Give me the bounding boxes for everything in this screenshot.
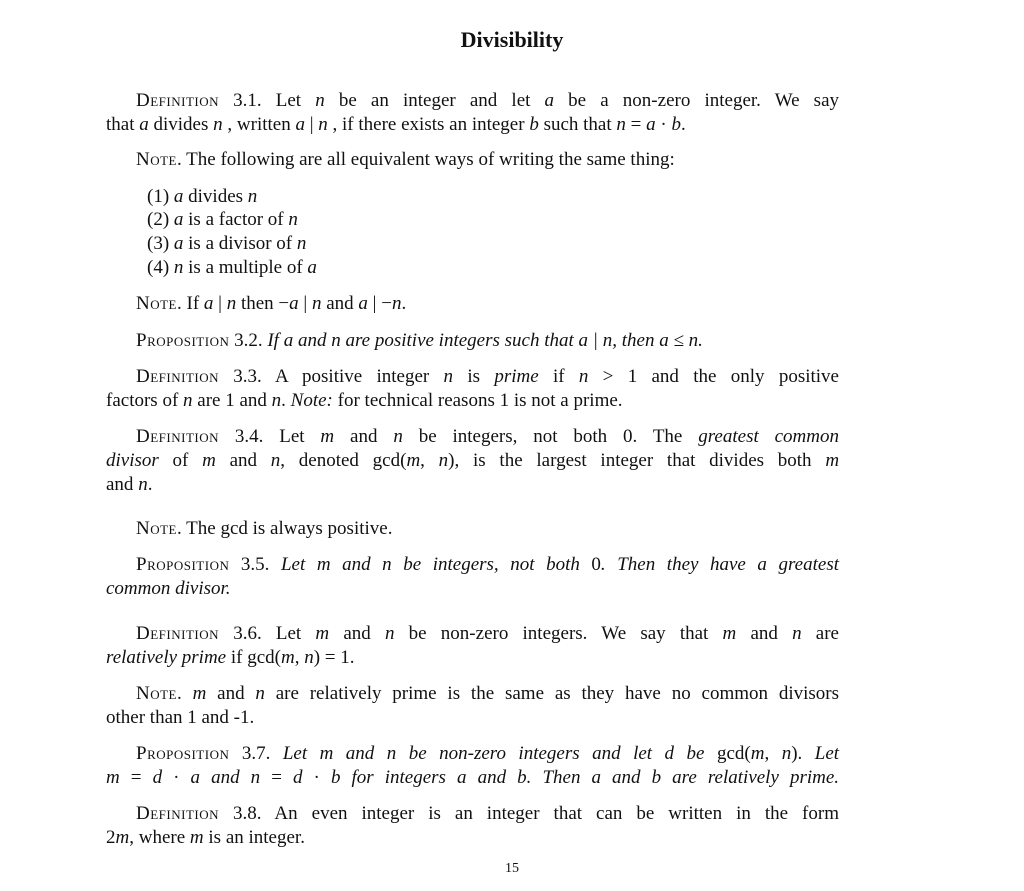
text-segment: , written — [222, 114, 296, 135]
text-line — [136, 292, 406, 316]
text-segment: . If — [177, 293, 204, 314]
text-segment: 3.7. — [229, 743, 283, 764]
text-segment: | — [304, 114, 319, 135]
math-or-emphasis: n — [138, 474, 148, 495]
text-segment: and — [106, 474, 139, 495]
text-line — [147, 208, 298, 232]
math-or-emphasis: m — [281, 647, 295, 668]
section-label: Definition — [136, 803, 219, 824]
math-or-emphasis: n — [183, 390, 193, 411]
text-line — [136, 553, 839, 577]
text-line — [136, 89, 839, 113]
math-or-emphasis: m — [406, 450, 421, 471]
section-label: Proposition — [136, 743, 230, 764]
text-segment: (4) — [147, 257, 174, 278]
math-or-emphasis: and n — [200, 767, 261, 788]
text-segment: | — [213, 293, 227, 314]
math-or-emphasis: m — [722, 623, 737, 644]
text-segment: 3.5. — [229, 554, 281, 575]
text-segment: be a non-zero integer. We say — [554, 90, 839, 111]
math-or-emphasis: n — [247, 186, 258, 207]
math-or-emphasis: n — [393, 426, 403, 447]
text-line — [136, 517, 392, 541]
text-segment: , where — [129, 827, 190, 848]
math-or-emphasis: b — [529, 114, 539, 135]
text-segment: and — [215, 450, 271, 471]
math-or-emphasis: n — [213, 114, 223, 135]
text-segment: = — [119, 767, 153, 788]
math-or-emphasis: n — [173, 257, 184, 278]
text-line — [106, 389, 623, 413]
section-label: Proposition — [136, 554, 230, 575]
text-segment: . — [177, 683, 193, 704]
text-segment: is — [453, 366, 495, 387]
text-segment: = — [625, 114, 647, 135]
text-line — [106, 706, 254, 730]
math-or-emphasis: a — [544, 90, 555, 111]
math-or-emphasis: divisor — [106, 450, 159, 471]
section-label: Note — [136, 293, 177, 314]
math-or-emphasis: m — [825, 450, 840, 471]
math-or-emphasis: for integers a and b. Then a and b are relatively prime. — [340, 767, 840, 788]
text-segment: · — [655, 114, 672, 135]
text-line — [136, 329, 703, 353]
section-label: Note — [136, 518, 177, 539]
math-or-emphasis: n — [578, 366, 589, 387]
text-segment: 3.1. Let — [219, 90, 316, 111]
text-segment: | − — [367, 293, 392, 314]
text-segment: , if there exists an integer — [327, 114, 530, 135]
math-or-emphasis: prime — [494, 366, 539, 387]
math-or-emphasis: b — [671, 114, 681, 135]
text-segment: . — [281, 390, 291, 411]
math-or-emphasis: m — [192, 683, 207, 704]
math-or-emphasis: n — [384, 623, 395, 644]
text-segment: > 1 and the only positive — [588, 366, 839, 387]
text-segment: , — [420, 450, 439, 471]
math-or-emphasis: Then they have a greatest — [617, 554, 839, 575]
text-segment: factors of — [106, 390, 184, 411]
text-segment: , denoted gcd( — [280, 450, 407, 471]
section-label: Note — [136, 683, 177, 704]
text-segment: and — [334, 426, 394, 447]
text-segment: | — [298, 293, 312, 314]
text-segment: be an integer and let — [324, 90, 545, 111]
text-segment: 2 — [106, 827, 116, 848]
text-segment: . The gcd is always positive. — [177, 518, 393, 539]
text-line — [106, 646, 355, 670]
text-line — [136, 742, 839, 766]
text-segment: and — [206, 683, 256, 704]
text-line — [106, 449, 839, 473]
text-segment: (1) — [147, 186, 174, 207]
text-segment: ). — [791, 743, 815, 764]
math-or-emphasis: n — [616, 114, 626, 135]
text-segment: 0 — [591, 554, 601, 575]
section-label: Definition — [136, 623, 219, 644]
math-or-emphasis: a — [295, 114, 305, 135]
math-or-emphasis: n — [226, 293, 237, 314]
section-label: Definition — [136, 90, 219, 111]
math-or-emphasis: a — [358, 293, 368, 314]
text-line — [136, 682, 839, 706]
text-segment: 3.3. A positive integer — [219, 366, 444, 387]
section-label: Definition — [136, 366, 219, 387]
text-segment: (3) — [147, 233, 174, 254]
text-segment: is a multiple of — [183, 257, 308, 278]
math-or-emphasis: b — [330, 767, 341, 788]
math-or-emphasis: m — [320, 426, 335, 447]
math-or-emphasis: n — [318, 114, 328, 135]
text-segment: be non-zero integers. We say that — [394, 623, 723, 644]
text-segment: gcd( — [716, 743, 751, 764]
text-segment: is an integer. — [203, 827, 305, 848]
text-segment: 3.8. An even integer is an integer that can be written in the form — [219, 803, 839, 824]
math-or-emphasis: a — [173, 233, 184, 254]
math-or-emphasis: Note: — [290, 390, 333, 411]
math-or-emphasis: . — [600, 554, 618, 575]
section-label: Note — [136, 149, 177, 170]
math-or-emphasis: n — [296, 233, 307, 254]
math-or-emphasis: m — [202, 450, 216, 471]
text-line — [106, 766, 839, 790]
text-line — [136, 148, 675, 172]
text-segment: other than 1 and -1. — [106, 707, 255, 728]
text-segment: is a factor of — [183, 209, 289, 230]
text-line — [106, 826, 305, 850]
text-segment: ), is the largest integer that divides both — [448, 450, 826, 471]
section-label: Proposition — [136, 330, 230, 351]
math-or-emphasis: a — [190, 767, 201, 788]
math-or-emphasis: Let m and n be integers, not both — [280, 554, 592, 575]
text-line — [147, 185, 257, 209]
text-segment: . — [680, 114, 686, 135]
section-label: Definition — [136, 426, 219, 447]
text-line — [106, 113, 686, 137]
text-segment: such that — [538, 114, 617, 135]
text-segment: if gcd( — [226, 647, 281, 668]
text-segment: that — [106, 114, 140, 135]
page-number: 15 — [505, 861, 519, 876]
math-or-emphasis: n — [792, 623, 802, 644]
math-or-emphasis: m — [115, 827, 130, 848]
math-or-emphasis: m — [315, 623, 330, 644]
text-segment: then − — [236, 293, 290, 314]
text-segment: · — [162, 767, 191, 788]
text-segment: divides — [183, 186, 248, 207]
math-or-emphasis: n — [438, 450, 449, 471]
math-or-emphasis: n — [304, 647, 314, 668]
text-segment: for technical reasons 1 is not a prime. — [332, 390, 623, 411]
math-or-emphasis: Let m and n be non-zero integers and let d be — [282, 743, 717, 764]
text-segment: if — [538, 366, 579, 387]
text-segment: is a divisor of — [183, 233, 297, 254]
math-or-emphasis: n — [443, 366, 454, 387]
text-segment: are — [801, 623, 839, 644]
math-or-emphasis: n — [781, 743, 792, 764]
text-segment: divides — [148, 114, 214, 135]
text-line — [106, 577, 231, 601]
math-or-emphasis: n — [311, 293, 322, 314]
text-segment: of — [158, 450, 203, 471]
math-or-emphasis: a — [289, 293, 299, 314]
text-segment: 3.4. Let — [219, 426, 321, 447]
math-or-emphasis: m — [106, 767, 120, 788]
text-segment: = — [260, 767, 293, 788]
text-line — [147, 256, 317, 280]
math-or-emphasis: d — [293, 767, 303, 788]
math-or-emphasis: a — [203, 293, 214, 314]
page-title: Divisibility — [460, 27, 564, 52]
text-line — [136, 802, 839, 826]
text-segment: , — [764, 743, 782, 764]
math-or-emphasis: n — [288, 209, 298, 230]
text-line — [136, 425, 839, 449]
text-segment: 3.6. Let — [219, 623, 316, 644]
text-line — [136, 365, 839, 389]
text-segment: . — [147, 474, 153, 495]
math-or-emphasis: n — [391, 293, 402, 314]
math-or-emphasis: m — [750, 743, 765, 764]
math-or-emphasis: n — [315, 90, 325, 111]
text-segment: 3.2. — [229, 330, 268, 351]
text-segment: and — [329, 623, 385, 644]
text-segment: are 1 and — [192, 390, 272, 411]
text-segment: and — [736, 623, 793, 644]
text-line — [147, 232, 306, 256]
text-line — [136, 622, 839, 646]
math-or-emphasis: greatest common — [698, 426, 839, 447]
math-or-emphasis: n — [255, 683, 265, 704]
math-or-emphasis: n — [270, 450, 281, 471]
math-or-emphasis: d — [152, 767, 163, 788]
text-segment: are relatively prime is the same as they have no common divisors — [264, 683, 839, 704]
math-or-emphasis: a — [646, 114, 656, 135]
text-segment: . — [401, 293, 407, 314]
math-or-emphasis: common divisor. — [106, 578, 231, 599]
text-segment: . The following are all equivalent ways of writing the same thing: — [177, 149, 675, 170]
math-or-emphasis: a — [139, 114, 149, 135]
math-or-emphasis: n — [271, 390, 282, 411]
math-or-emphasis: a — [173, 209, 184, 230]
math-or-emphasis: a — [173, 186, 184, 207]
math-or-emphasis: If a and n are positive integers such that a | n, then a ≤ n. — [267, 330, 703, 351]
text-line — [106, 473, 152, 497]
text-segment: ) = 1. — [313, 647, 355, 668]
text-segment: and — [321, 293, 359, 314]
text-segment: (2) — [147, 209, 174, 230]
math-or-emphasis: a — [307, 257, 317, 278]
text-segment: · — [302, 767, 331, 788]
math-or-emphasis: Let — [814, 743, 840, 764]
text-segment: be integers, not both 0. The — [402, 426, 699, 447]
math-or-emphasis: m — [189, 827, 204, 848]
math-or-emphasis: relatively prime — [106, 647, 227, 668]
text-segment: , — [294, 647, 305, 668]
